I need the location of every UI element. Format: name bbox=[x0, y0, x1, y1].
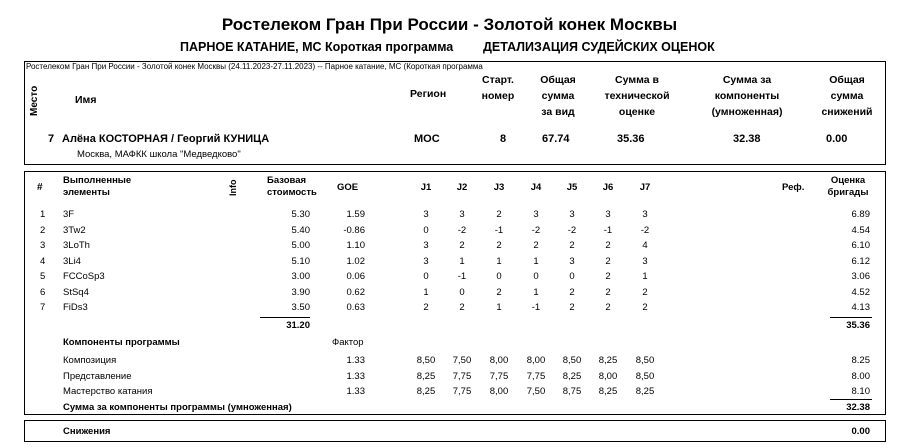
components-total: 32.38 bbox=[846, 402, 870, 413]
judge-score: 2 bbox=[605, 286, 611, 298]
judge-score: 2 bbox=[496, 286, 502, 298]
judge-component-score: 7,75 bbox=[526, 370, 546, 382]
skater-total-score: 67.74 bbox=[542, 133, 570, 145]
judge-component-score: 7,75 bbox=[452, 370, 472, 382]
element-panel-score: 4.13 bbox=[851, 302, 870, 313]
judge-score: 2 bbox=[605, 302, 611, 313]
judge-score: -1 bbox=[457, 271, 467, 282]
judge-component-score: 8,50 bbox=[416, 355, 436, 366]
judge-score: 2 bbox=[496, 209, 502, 220]
judge-component-score: 7,50 bbox=[452, 355, 472, 366]
judge-score: 3 bbox=[605, 209, 611, 220]
element-number: 1 bbox=[40, 209, 46, 220]
element-name: FCCoSp3 bbox=[63, 271, 105, 282]
components-title: Компоненты программы bbox=[63, 337, 180, 348]
judge-component-score: 8,25 bbox=[562, 370, 582, 382]
judge-component-score: 8,50 bbox=[635, 370, 655, 382]
judge-score: 2 bbox=[459, 240, 465, 251]
skater-region: MOC bbox=[414, 133, 440, 145]
element-number: 6 bbox=[40, 286, 46, 298]
judge-score: 3 bbox=[423, 240, 429, 251]
report-title: ДЕТАЛИЗАЦИЯ СУДЕЙСКИХ ОЦЕНОК bbox=[483, 40, 715, 54]
element-base-value: 5.00 bbox=[291, 240, 310, 251]
judge-score: 3 bbox=[569, 255, 575, 267]
judge-score: 2 bbox=[459, 302, 465, 313]
goe-header: GOE bbox=[337, 182, 359, 193]
element-base-value: 5.10 bbox=[291, 255, 310, 267]
skater-club: Москва, МАФКК школа "Медведково" bbox=[77, 149, 241, 160]
judge-header: J5 bbox=[566, 182, 578, 193]
judge-score: 2 bbox=[496, 240, 502, 251]
element-base-value: 3.50 bbox=[291, 302, 310, 313]
element-panel-score: 4.54 bbox=[851, 224, 870, 236]
judge-score: 0 bbox=[496, 271, 502, 282]
element-goe: 0.62 bbox=[346, 286, 365, 298]
element-goe: 1.59 bbox=[346, 209, 365, 220]
component-name: Композиция bbox=[63, 355, 117, 366]
judge-score: 1 bbox=[533, 255, 539, 267]
judge-score: -1 bbox=[531, 302, 541, 313]
judge-score: -1 bbox=[603, 224, 613, 236]
component-factor: 1.33 bbox=[346, 386, 365, 397]
judge-score: 3 bbox=[423, 209, 429, 220]
judge-score: 1 bbox=[533, 286, 539, 298]
judge-header: J6 bbox=[602, 182, 614, 193]
judge-score: 2 bbox=[533, 240, 539, 251]
pcs-header: Сумма за компоненты (умноженная) bbox=[711, 74, 783, 118]
judge-score: 2 bbox=[569, 240, 575, 251]
event-info-line: Ростелеком Гран При России - Золотой конек Москвы (24.11.2023-27.11.2023) -- Парное катание, МС (Короткая программа bbox=[26, 62, 483, 71]
element-panel-score: 6.12 bbox=[851, 255, 870, 267]
place-header: Место bbox=[29, 85, 40, 116]
judge-header: J1 bbox=[420, 182, 432, 193]
factor-header: Фактор bbox=[332, 337, 364, 348]
judge-score: 3 bbox=[533, 209, 539, 220]
components-total-line bbox=[830, 399, 872, 400]
element-name: 3Li4 bbox=[63, 255, 81, 267]
judge-score: 2 bbox=[569, 302, 575, 313]
info-header: Info bbox=[228, 179, 238, 196]
judge-component-score: 7,75 bbox=[452, 386, 472, 397]
judge-component-score: 8,00 bbox=[489, 355, 509, 366]
skater-pcs: 32.38 bbox=[733, 133, 761, 145]
deductions-box bbox=[24, 420, 886, 442]
judge-score: 3 bbox=[423, 255, 429, 267]
judge-score: 3 bbox=[569, 209, 575, 220]
judge-score: 2 bbox=[642, 286, 648, 298]
judge-component-score: 8,00 bbox=[526, 355, 546, 366]
judge-header: J3 bbox=[493, 182, 505, 193]
component-name: Представление bbox=[63, 370, 132, 382]
deductions-label: Снижения bbox=[63, 426, 111, 437]
judge-component-score: 7,50 bbox=[526, 386, 546, 397]
element-goe: 1.02 bbox=[346, 255, 365, 267]
judge-component-score: 8,75 bbox=[562, 386, 582, 397]
total-score-header: Общая сумма за вид bbox=[540, 74, 576, 118]
base-total-line bbox=[260, 317, 310, 318]
judge-component-score: 8,25 bbox=[416, 370, 436, 382]
judge-component-score: 8,00 bbox=[598, 370, 618, 382]
skater-deductions: 0.00 bbox=[826, 133, 848, 145]
judge-score: -1 bbox=[494, 224, 504, 236]
component-panel-score: 8.25 bbox=[851, 355, 870, 366]
skater-name: Алёна КОСТОРНАЯ / Георгий КУНИЦА bbox=[62, 133, 270, 145]
judge-component-score: 8,50 bbox=[562, 355, 582, 366]
event-title: Ростелеком Гран При России - Золотой конек Москвы bbox=[221, 15, 678, 34]
component-factor: 1.33 bbox=[346, 370, 365, 382]
element-base-value: 5.40 bbox=[291, 224, 310, 236]
element-base-value: 3.90 bbox=[291, 286, 310, 298]
element-goe: 0.63 bbox=[346, 302, 365, 313]
judge-score: 3 bbox=[642, 209, 648, 220]
judge-score: 1 bbox=[496, 255, 502, 267]
element-panel-score: 3.06 bbox=[851, 271, 870, 282]
judge-score: 2 bbox=[569, 286, 575, 298]
component-panel-score: 8.00 bbox=[851, 370, 870, 382]
element-goe: -0.86 bbox=[343, 224, 365, 236]
base-value-total: 31.20 bbox=[286, 320, 310, 331]
element-name: 3F bbox=[63, 209, 75, 220]
referee-header: Реф. bbox=[782, 182, 805, 193]
judge-score: 3 bbox=[459, 209, 465, 220]
judge-score: 2 bbox=[642, 302, 648, 313]
components-total-label: Сумма за компоненты программы (умноженная) bbox=[63, 402, 292, 413]
judge-component-score: 8,50 bbox=[635, 355, 655, 366]
judge-score: 1 bbox=[423, 286, 429, 298]
start-number-header: Старт. номер bbox=[481, 74, 515, 102]
judge-score: 0 bbox=[533, 271, 539, 282]
judge-component-score: 7,75 bbox=[489, 370, 509, 382]
judge-component-score: 8,00 bbox=[489, 386, 509, 397]
element-name: FiDs3 bbox=[63, 302, 88, 313]
skater-tes: 35.36 bbox=[617, 133, 645, 145]
tes-header: Сумма в технической оценке bbox=[604, 74, 670, 118]
element-number: 4 bbox=[40, 255, 46, 267]
judge-score: 0 bbox=[423, 271, 429, 282]
element-name: 3LoTh bbox=[63, 240, 90, 251]
judge-score: 2 bbox=[605, 255, 611, 267]
element-number: 7 bbox=[40, 302, 46, 313]
judge-score: -2 bbox=[531, 224, 541, 236]
element-name: 3Tw2 bbox=[63, 224, 86, 236]
judge-header: J7 bbox=[639, 182, 651, 193]
panel-score-header: Оценка бригады bbox=[827, 175, 869, 198]
component-name: Мастерство катания bbox=[63, 386, 153, 397]
judge-score: 2 bbox=[423, 302, 429, 313]
judge-score: -2 bbox=[640, 224, 650, 236]
judge-component-score: 8,25 bbox=[416, 386, 436, 397]
element-base-value: 3.00 bbox=[291, 271, 310, 282]
judge-score: 1 bbox=[496, 302, 502, 313]
element-panel-score: 6.10 bbox=[851, 240, 870, 251]
element-number: 5 bbox=[40, 271, 46, 282]
element-goe: 1.10 bbox=[346, 240, 365, 251]
base-value-header: Базовая стоимость bbox=[267, 175, 317, 198]
judge-score: 1 bbox=[459, 255, 465, 267]
judge-score: -2 bbox=[567, 224, 577, 236]
judge-score: 0 bbox=[423, 224, 429, 236]
judge-score: 2 bbox=[605, 271, 611, 282]
judge-component-score: 8,25 bbox=[635, 386, 655, 397]
skater-place: 7 bbox=[48, 133, 55, 145]
segment-title: ПАРНОЕ КАТАНИЕ, МС Короткая программа bbox=[180, 40, 454, 54]
judge-score: 0 bbox=[459, 286, 465, 298]
judge-score: 3 bbox=[642, 255, 648, 267]
component-panel-score: 8.10 bbox=[851, 386, 870, 397]
tes-total: 35.36 bbox=[846, 320, 870, 331]
element-goe: 0.06 bbox=[346, 271, 365, 282]
elements-header: Выполненные элементы bbox=[63, 175, 132, 198]
judge-score: 4 bbox=[642, 240, 648, 251]
region-header: Регион bbox=[410, 88, 447, 100]
judge-component-score: 8,25 bbox=[598, 355, 618, 366]
judge-component-score: 8,25 bbox=[598, 386, 618, 397]
judge-score: 1 bbox=[642, 271, 648, 282]
skater-start-number: 8 bbox=[499, 133, 507, 145]
component-factor: 1.33 bbox=[346, 355, 365, 366]
element-panel-score: 4.52 bbox=[851, 286, 870, 298]
name-header: Имя bbox=[75, 94, 97, 106]
element-number: 2 bbox=[40, 224, 46, 236]
deductions-header: Общая сумма снижений bbox=[821, 74, 873, 118]
deductions-total: 0.00 bbox=[851, 426, 870, 437]
judge-score: -2 bbox=[457, 224, 467, 236]
judge-header: J4 bbox=[530, 182, 542, 193]
judge-score: 0 bbox=[569, 271, 575, 282]
judge-header: J2 bbox=[456, 182, 468, 193]
tes-total-line bbox=[830, 317, 872, 318]
element-number: 3 bbox=[40, 240, 46, 251]
element-name: StSq4 bbox=[63, 286, 89, 298]
judge-score: 2 bbox=[605, 240, 611, 251]
element-number-header: # bbox=[37, 182, 43, 193]
element-panel-score: 6.89 bbox=[851, 209, 870, 220]
element-base-value: 5.30 bbox=[291, 209, 310, 220]
